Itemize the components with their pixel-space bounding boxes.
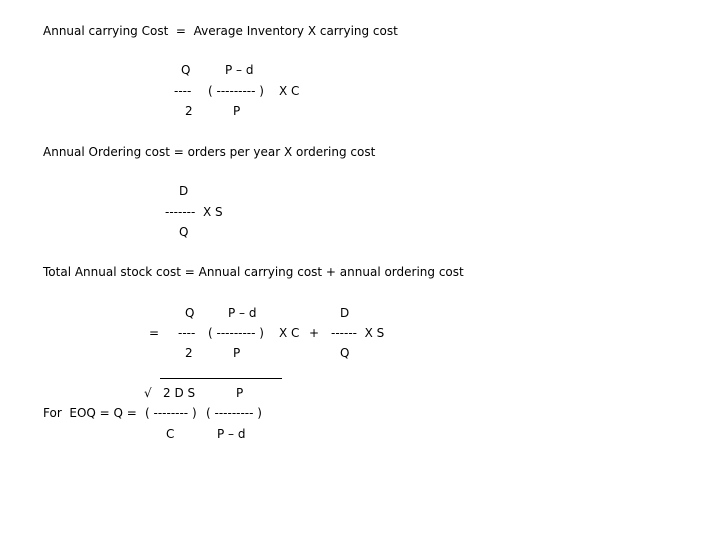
total-2-denominator: 2	[185, 346, 193, 360]
total-q-numerator: Q	[185, 306, 195, 320]
total-xc: X C	[279, 326, 300, 340]
ordering-d-numerator: D	[179, 184, 189, 198]
carrying-pd-numerator: P – d	[225, 63, 254, 77]
total-fraction-bar: ----	[178, 326, 196, 340]
total-ordering-bar: ------ X S	[331, 326, 385, 340]
eoq-2ds-numerator: 2 D S	[163, 386, 196, 400]
total-plus-sign: +	[309, 326, 320, 340]
sqrt-vinculum	[160, 378, 282, 379]
eoq-paren-bar-2: ( --------- )	[206, 406, 262, 420]
eoq-pd-denominator: P – d	[217, 427, 246, 441]
carrying-2-denominator: 2	[185, 104, 193, 118]
carrying-q-numerator: Q	[181, 63, 191, 77]
carrying-p-denominator: P	[233, 104, 241, 118]
total-cost-heading: Total Annual stock cost = Annual carrying cost + annual ordering cost	[43, 265, 464, 279]
eoq-c-denominator: C	[166, 427, 175, 441]
ordering-fraction-bar: ------- X S	[165, 205, 223, 219]
sqrt-icon: √	[144, 386, 152, 400]
eoq-p-numerator: P	[236, 386, 244, 400]
total-pd-numerator: P – d	[228, 306, 257, 320]
ordering-cost-heading: Annual Ordering cost = orders per year X ordering cost	[43, 145, 376, 159]
total-equals-sign: =	[149, 326, 160, 340]
carrying-xc: X C	[279, 84, 300, 98]
eoq-paren-bar-1: ( -------- )	[145, 406, 197, 420]
total-p-denominator: P	[233, 346, 241, 360]
carrying-paren-bar: ( --------- )	[208, 84, 264, 98]
carrying-fraction-bar: ----	[174, 84, 192, 98]
total-q-denominator: Q	[340, 346, 350, 360]
total-d-numerator: D	[340, 306, 350, 320]
total-paren-bar: ( --------- )	[208, 326, 264, 340]
eoq-label: For EOQ = Q =	[43, 406, 137, 420]
carrying-cost-heading: Annual carrying Cost = Average Inventory X carrying cost	[43, 24, 398, 38]
ordering-q-denominator: Q	[179, 225, 189, 239]
